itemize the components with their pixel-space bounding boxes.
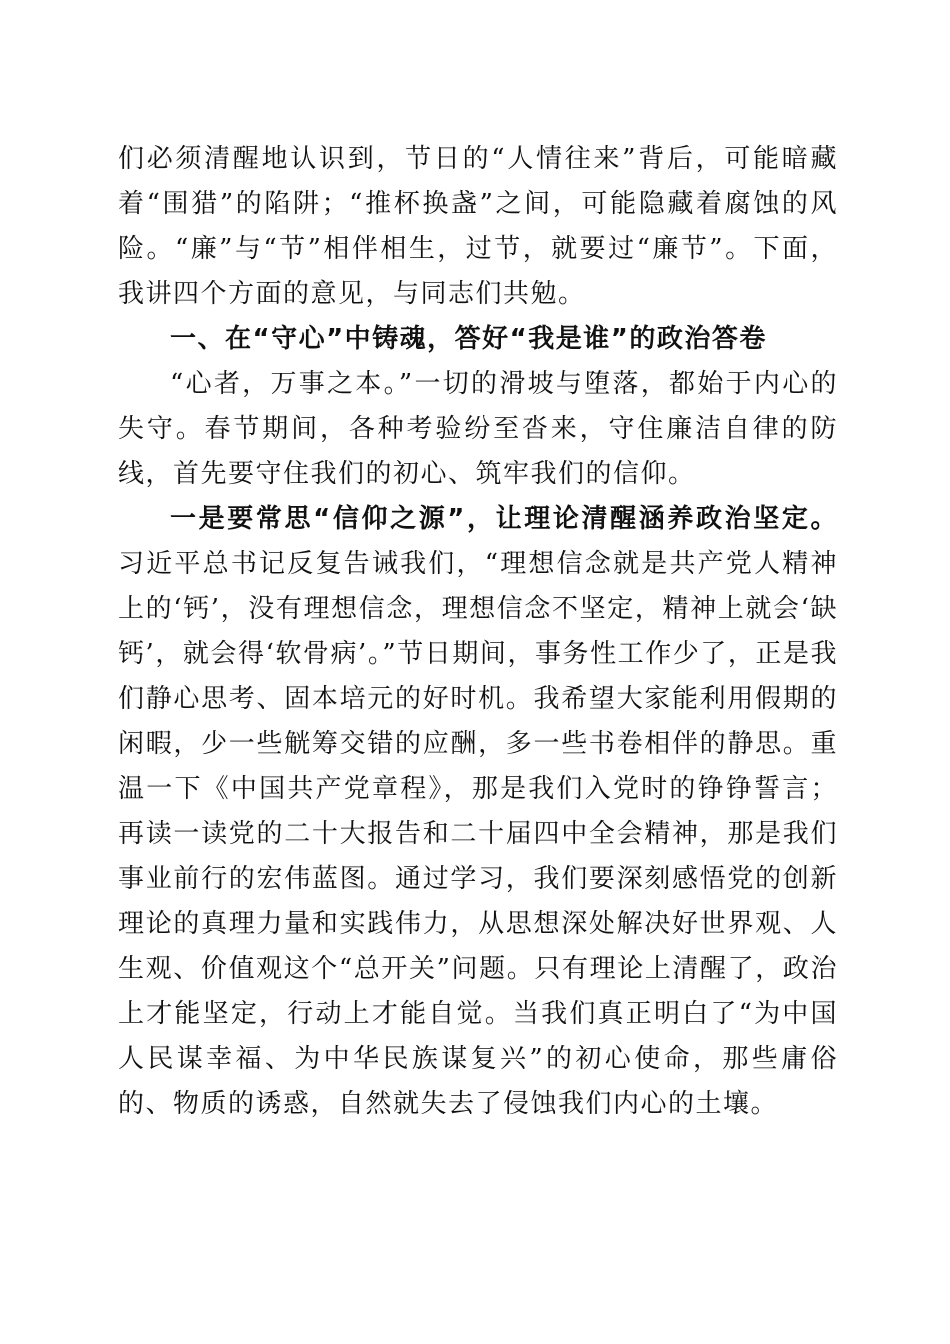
paragraph-intro: “心者，万事之本。”一切的滑坡与堕落，都始于内心的失守。春节期间，各种考验纷至沓来，守住廉洁自律的防线，首先要守住我们的初心、筑牢我们的信仰。 xyxy=(118,369,838,489)
section-heading-1: 一、在“守心”中铸魂，答好“我是谁”的政治答卷 xyxy=(170,324,767,354)
paragraph-continuation: 们必须清醒地认识到，节日的“人情往来”背后，可能暗藏着“围猎”的陷阱；“推杯换盏”之间，可能隐藏着腐蚀的风险。“廉”与“节”相伴相生，过节，就要过“廉节”。下面，我讲四个方面的意见，与同志们共勉。 xyxy=(118,144,838,309)
point-one-lead: 一是要常思“信仰之源”，让理论清醒涵养政治坚定。 xyxy=(170,504,838,534)
document-body xyxy=(118,137,838,1127)
point-one-body: 习近平总书记反复告诫我们，“理想信念就是共产党人精神上的‘钙’，没有理想信念，理想信念不坚定，精神上就会‘缺钙’，就会得‘软骨病’。”节日期间，事务性工作少了，正是我们静心思考、固本培元的好时机。我希望大家能利用假期的闲暇，少一些觥筹交错的应酬，多一些书卷相伴的静思。重温一下《中国共产党章程》，那是我们入党时的铮铮誓言；再读一读党的二十大报告和二十届四中全会精神，那是我们事业前行的宏伟蓝图。通过学习，我们要深刻感悟党的创新理论的真理力量和实践伟力，从思想深处解决好世界观、人生观、价值观这个“总开关”问题。只有理论上清醒了，政治上才能坚定，行动上才能自觉。当我们真正明白了“为中国人民谋幸福、为中华民族谋复兴”的初心使命，那些庸俗的、物质的诱惑，自然就失去了侵蚀我们内心的土壤。 xyxy=(118,549,838,1119)
paragraph-point-one xyxy=(118,497,838,1127)
